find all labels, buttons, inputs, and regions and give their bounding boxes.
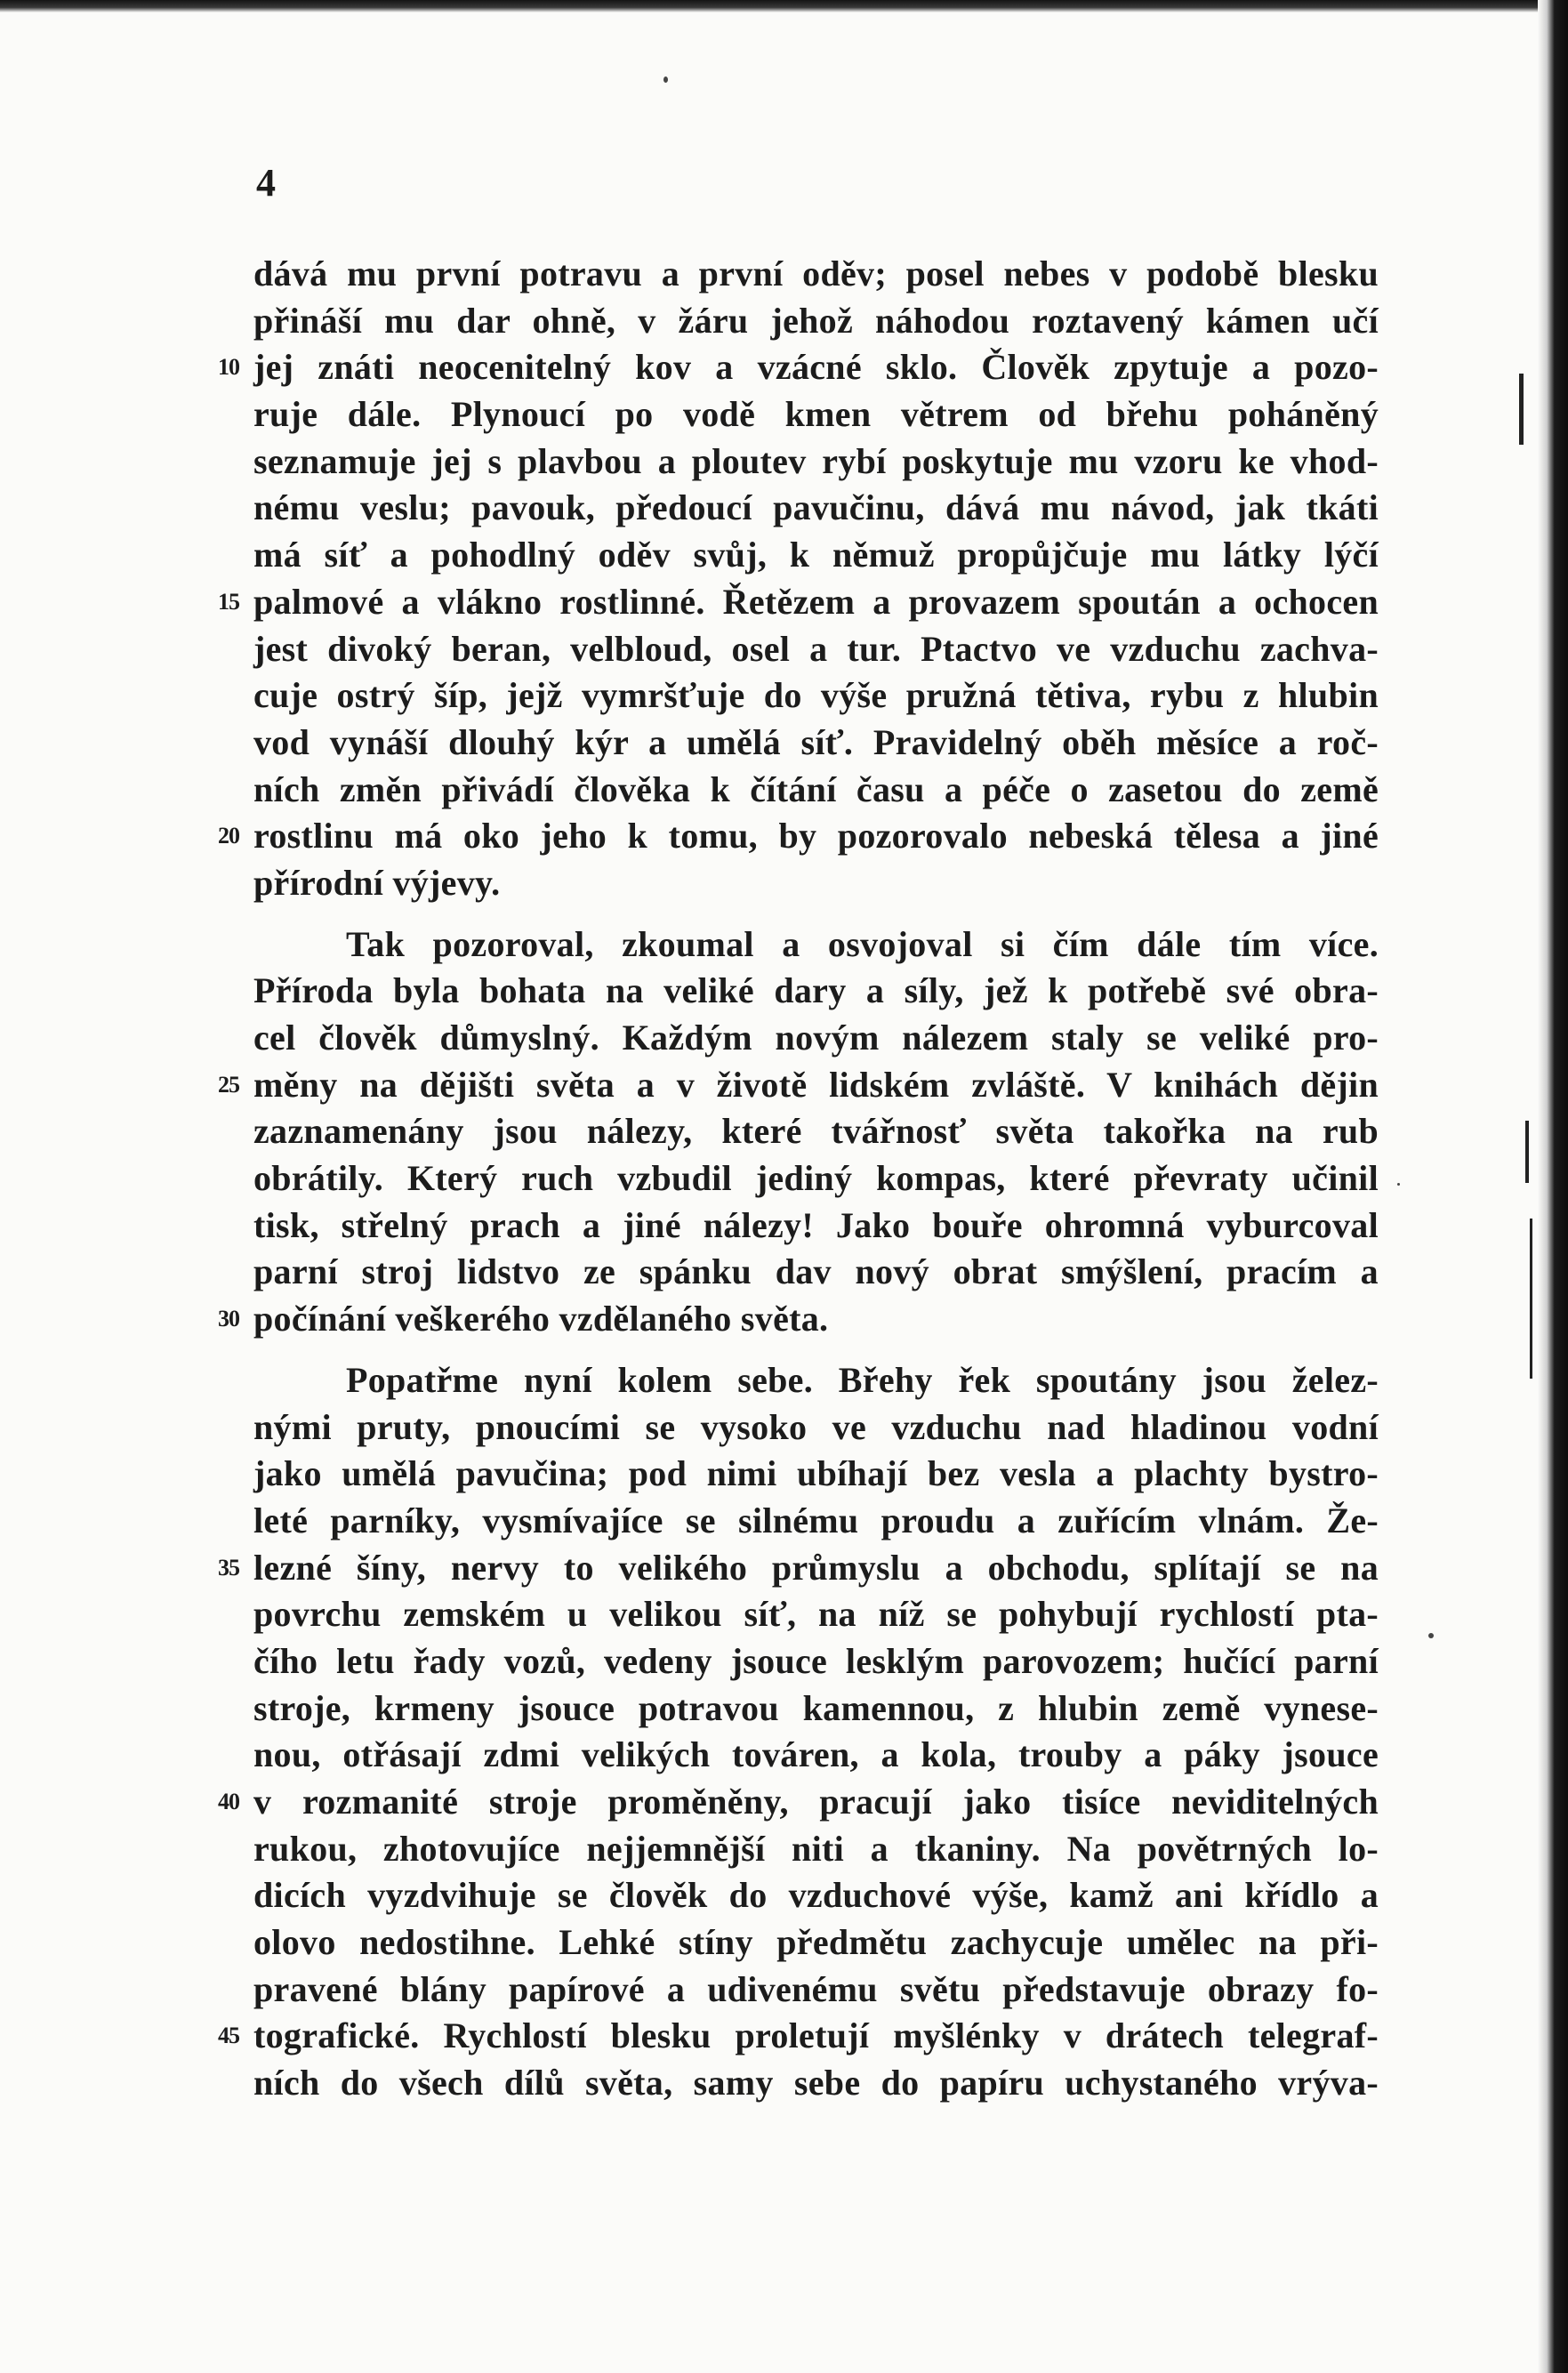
body-text [218, 251, 1379, 2107]
text-line [253, 1872, 1379, 1919]
line-text: jako umělá pavučina; pod nimi ubíhají bez vesla a plachty bystro- [253, 1453, 1379, 1494]
line-text: parní stroj lidstvo ze spánku dav nový obrat smýšlení, pracím a [253, 1251, 1379, 1292]
text-line [253, 720, 1379, 767]
line-text: má síť a pohodlný oděv svůj, k němuž propůjčuje mu látky lýčí [253, 535, 1379, 575]
line-text: cuje ostrý šíp, jejž vymršťuje do výše pružná tětiva, rybu z hlubin [253, 675, 1379, 716]
text-line [253, 532, 1379, 579]
line-text: zaznamenány jsou nálezy, které tvářnosť světa takořka na rub [253, 1111, 1379, 1152]
text-line [253, 1155, 1379, 1203]
text-line [218, 1545, 1379, 1592]
line-text: olovo nedostihne. Lehké stíny předmětu zachycuje umělec na při- [253, 1922, 1379, 1963]
text-line [253, 1967, 1379, 2014]
scan-speck [1428, 1633, 1434, 1638]
text-line [253, 626, 1379, 673]
text-line [253, 1404, 1379, 1452]
line-text: dává mu první potravu a první oděv; posel nebes v podobě blesku [253, 253, 1379, 294]
line-text: Tak pozoroval, zkoumal a osvojoval si čím dále tím více. [346, 923, 1379, 964]
line-text: přináší mu dar ohně, v žáru jehož náhodou roztavený kámen učí [253, 300, 1379, 341]
line-number: 10 [218, 354, 239, 381]
line-text: ních změn přivádí člověka k čítání času a péče o zasetou do země [253, 768, 1379, 809]
text-line [253, 485, 1379, 532]
text-line [253, 921, 1379, 969]
text-line [218, 1062, 1379, 1109]
text-line [253, 1732, 1379, 1779]
text-line [218, 579, 1379, 626]
text-line [253, 1357, 1379, 1404]
text-line [253, 251, 1379, 298]
text-line [253, 438, 1379, 486]
text-line [253, 1685, 1379, 1733]
line-text: obrátily. Který ruch vzbudil jediný kompas, které převraty učinil [253, 1158, 1379, 1199]
line-text: Popatřme nyní kolem sebe. Břehy řek spoutány jsou želez- [346, 1359, 1379, 1400]
text-line [253, 1249, 1379, 1296]
scan-speck [663, 76, 668, 83]
paragraph-gap [253, 907, 1379, 921]
line-text: měny na dějišti světa a v životě lidském zvláště. V knihách dějin [253, 1064, 1379, 1105]
text-line [218, 344, 1379, 391]
line-text: tografické. Rychlostí blesku proletují myšlénky v drátech telegraf- [253, 2015, 1379, 2056]
text-line [218, 1779, 1379, 1826]
line-text: lezné šíny, nervy to velikého průmyslu a obchodu, splítají se na [253, 1547, 1379, 1588]
line-number: 20 [218, 823, 239, 849]
text-line [218, 813, 1379, 860]
line-text: vod vynáší dlouhý kýr a umělá síť. Pravidelný oběh měsíce a roč- [253, 721, 1379, 762]
page-number: 4 [256, 161, 276, 205]
scan-right-edge [1538, 0, 1568, 2373]
line-text: stroje, krmeny jsouce potravou kamennou, z hlubin země vynese- [253, 1687, 1379, 1728]
paragraph [218, 251, 1379, 907]
text-line [253, 1451, 1379, 1498]
line-text: rukou, zhotovujíce nejjemnější niti a tkaniny. Na povětrných lo- [253, 1828, 1379, 1869]
line-text: seznamuje jej s plavbou a ploutev rybí poskytuje mu vzoru ke vhod- [253, 440, 1379, 481]
text-line [218, 2013, 1379, 2060]
line-text: jej znáti neocenitelný kov a vzácné sklo. Člověk zpytuje a pozo- [253, 347, 1379, 388]
line-text: přírodní výjevy. [253, 862, 501, 903]
text-line [218, 1296, 1379, 1343]
line-text: tisk, střelný prach a jiné nálezy! Jako bouře ohromná vyburcoval [253, 1204, 1379, 1245]
line-number: 25 [218, 1071, 239, 1098]
line-text: leté parníky, vysmívajíce se silnému proudu a zuřícím vlnám. Že- [253, 1500, 1379, 1540]
line-text: dicích vyzdvihuje se člověk do vzduchové výše, kamž ani křídlo a [253, 1875, 1379, 1916]
line-text: čího letu řady vozů, vedeny jsouce lesklým parovozem; hučící parní [253, 1640, 1379, 1681]
scan-mark [1530, 1219, 1532, 1379]
line-text: jest divoký beran, velbloud, osel a tur. Ptactvo ve vzduchu zachva- [253, 628, 1379, 669]
line-text: počínání veškerého vzdělaného světa. [253, 1299, 829, 1339]
text-line [253, 1498, 1379, 1545]
paragraph [218, 921, 1379, 1343]
line-text: cel člověk důmyslný. Každým novým nálezem staly se veliké pro- [253, 1018, 1379, 1058]
paragraph [218, 1357, 1379, 2107]
text-line [253, 672, 1379, 720]
text-line [253, 1108, 1379, 1155]
line-text: v rozmanité stroje proměněny, pracují jako tisíce neviditelných [253, 1782, 1379, 1822]
paragraph-gap [253, 1343, 1379, 1357]
text-line [253, 2060, 1379, 2107]
text-line [253, 1203, 1379, 1250]
text-line [253, 860, 1379, 907]
line-text: pravené blány papírové a udivenému světu představuje obrazy fo- [253, 1968, 1379, 2009]
line-number: 30 [218, 1306, 239, 1332]
line-text: povrchu zemském u velikou síť, na níž se pohybují rychlostí pta- [253, 1594, 1379, 1635]
line-text: ruje dále. Plynoucí po vodě kmen větrem od břehu poháněný [253, 394, 1379, 435]
scan-mark [1519, 374, 1524, 445]
line-text: nými pruty, pnoucími se vysoko ve vzduchu nad hladinou vodní [253, 1406, 1379, 1447]
text-line [253, 767, 1379, 814]
line-number: 45 [218, 2023, 239, 2049]
line-text: nou, otřásají zdmi velikých továren, a kola, trouby a páky jsouce [253, 1734, 1379, 1775]
line-number: 35 [218, 1554, 239, 1581]
text-line [253, 968, 1379, 1015]
scan-top-edge [0, 0, 1568, 12]
text-line [253, 1826, 1379, 1873]
line-number: 40 [218, 1789, 239, 1814]
text-line [253, 1015, 1379, 1062]
line-text: ních do všech dílů světa, samy sebe do papíru uchystaného vrýva- [253, 2063, 1379, 2104]
text-line [253, 391, 1379, 438]
text-line [253, 1591, 1379, 1638]
line-text: Příroda byla bohata na veliké dary a síly, jež k potřebě své obra- [253, 970, 1379, 1011]
line-text: nému veslu; pavouk, předoucí pavučinu, dává mu návod, jak tkáti [253, 487, 1379, 528]
scan-speck [1397, 1183, 1400, 1186]
line-number: 15 [218, 588, 239, 615]
text-line [253, 298, 1379, 345]
text-line [253, 1919, 1379, 1967]
scan-mark [1525, 1121, 1529, 1183]
text-line [253, 1638, 1379, 1685]
line-text: palmové a vlákno rostlinné. Řetězem a provazem spoután a ochocen [253, 581, 1379, 622]
line-text: rostlinu má oko jeho k tomu, by pozorovalo nebeská tělesa a jiné [253, 816, 1379, 857]
